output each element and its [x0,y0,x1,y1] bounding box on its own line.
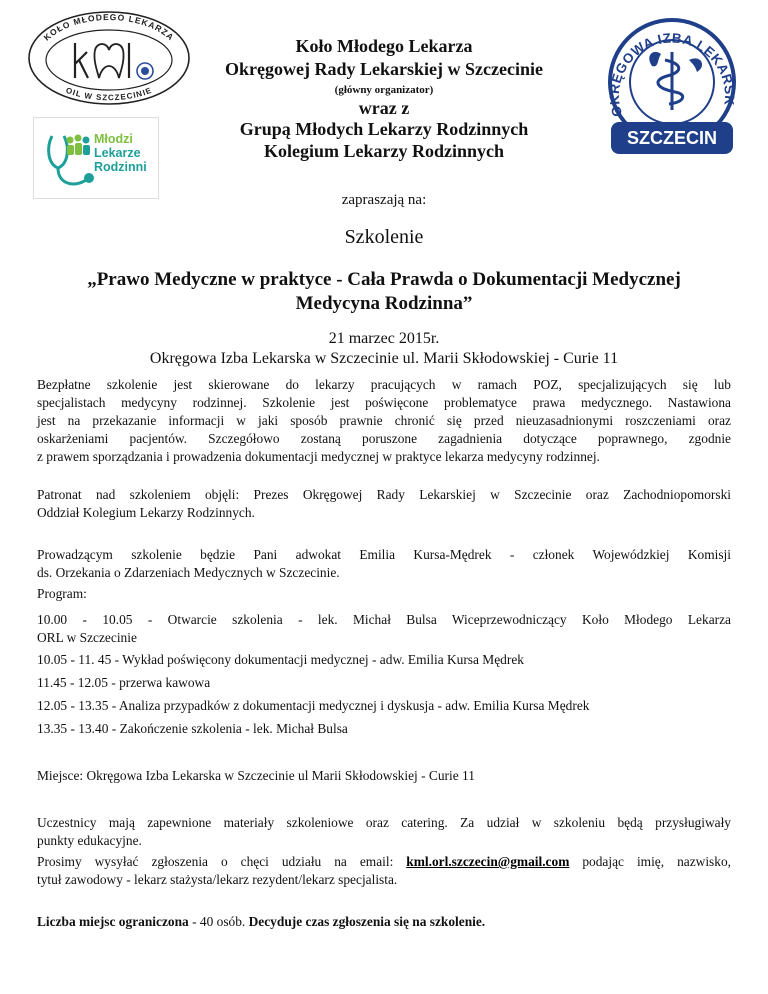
group-line2: Kolegium Lekarzy Rodzinnych [263,141,504,161]
event-title-line2: Medycyna Rodzinna” [295,293,473,314]
patronage-paragraph [37,486,731,522]
program-item-line: 11.45 - 12.05 - przerwa kawowa [37,675,211,690]
lecturer-line: ds. Orzekania o Zdarzeniach Medycznych w Szczecinie. [37,565,340,580]
oil-ring-text: OKRĘGOWA IZBA LEKARSK [606,30,738,119]
oil-city-label: SZCZECIN [627,128,717,148]
signup-line2: tytuł zawodowy - lekarz stażysta/lekarz rezydent/lekarz specjalista. [37,872,398,887]
organizer-line1: Koło Młodego Lekarza [295,36,473,56]
limit-paragraph [37,913,731,931]
signup-paragraph [37,853,731,889]
organizer-line2: Okręgowej Rady Lekarskiej w Szczecinie [225,59,543,79]
signup-text-before: Prosimy wysyłać zgłoszenia o chęci udziału na email: [37,854,394,869]
program-item-line: 12.05 - 13.35 - Analiza przypadków z dokumentacji medycznej i dyskusja - adw. Emilia Kursa Mędrek [37,698,590,713]
mlr-logo-line2: Lekarze [94,146,141,160]
group-line1: Grupą Młodych Lekarzy Rodzinnych [239,119,529,139]
event-title-line1: „Prawo Medyczne w praktyce - Cała Prawda o Dokumentacji Medycznej [87,269,681,290]
materials-paragraph [37,814,731,850]
intro-line: oskarżeniami pacjentów. Szczegółowo zostaną poruszone zagadnienia dotyczące poprawnego, zgodnie [37,431,731,446]
mlr-logo-line3: Rodzinni [94,160,147,174]
patronage-line: Oddział Kolegium Lekarzy Rodzinnych. [37,505,255,520]
patronage-line: Patronat nad szkoleniem objęli: Prezes Okręgowej Rady Lekarskiej w Szczecinie oraz Zachodniopomorski [37,487,731,502]
limit-plain-text: - 40 osób. [188,914,249,929]
program-item [37,651,731,669]
event-date: 21 marzec 2015r. [328,330,440,347]
intro-paragraph [37,376,731,466]
place-text: Miejsce: Okręgowa Izba Lekarska w Szczecinie ul Marii Skłodowskiej - Curie 11 [37,768,475,783]
invite-text: zapraszają na: [341,192,427,208]
lecturer-line: Prowadzącym szkolenie będzie Pani adwokat Emilia Kursa-Mędrek - członek Wojewódzkiej Komisji [37,547,731,562]
program-item-line: ORL w Szczecinie [37,630,137,645]
materials-line: punkty edukacyjne. [37,833,142,848]
limit-bold-text: Liczba miejsc ograniczona [37,914,189,929]
limit-line [37,913,731,931]
program-item [37,720,731,738]
program-item [37,697,731,715]
with-label: wraz z [358,98,410,118]
program-item-line: 10.00 - 10.05 - Otwarcie szkolenia - lek. Michał Bulsa Wiceprzewodniczący Koło Młodego Lekarza [37,612,731,627]
organizer-note: (główny organizator) [334,84,434,96]
intro-line: jest na przekazanie informacji w jaki sposób prawnie chronić się przed nieuzasadnionymi roszczeniami oraz [37,413,731,428]
event-venue: Okręgowa Izba Lekarska w Szczecinie ul. Marii Skłodowskiej - Curie 11 [149,350,619,367]
signup-line1 [37,853,731,871]
limit-bold-text-2: Decyduje czas zgłoszenia się na szkolenie. [248,914,486,929]
program-item [37,674,731,692]
kml-ring-bottom-text: OIL W SZCZECINIE [64,85,154,103]
signup-email-link[interactable]: kml.orl.szczecin@gmail.com [406,854,570,869]
program-label-text: Program: [37,586,87,601]
intro-line: specjalistach medycyny rodzinnej. Szkolenie jest poświęcone problematyce prawa medycznego. Nastawiona [37,395,731,410]
lecturer-paragraph [37,546,731,582]
signup-text-after: podając imię, nazwisko, [582,854,731,869]
program-label [37,585,731,603]
place-line [37,767,731,785]
program-item [37,611,731,647]
kml-ring-top-text: KOŁO MŁODEGO LEKARZA [41,11,177,43]
mlr-logo-line1: Młodzi [94,132,133,146]
intro-line: Bezpłatne szkolenie jest skierowane do lekarzy pracujących w ramach POZ, specjalizujących się lub [37,377,731,392]
program-item-line: 10.05 - 11. 45 - Wykład poświęcony dokumentacji medycznej - adw. Emilia Kursa Mędrek [37,652,524,667]
event-type: Szkolenie [344,226,424,248]
program-item-line: 13.35 - 13.40 - Zakończenie szkolenia - lek. Michał Bulsa [37,721,348,736]
event-title [0,268,768,316]
intro-line: z prawem sporządzania i prowadzenia dokumentacji medycznej w praktyce lekarza medycyny rodzinnej. [37,449,600,464]
materials-line: Uczestnicy mają zapewnione materiały szkoleniowe oraz catering. Za udział w szkoleniu będą przysługiwały [37,815,731,830]
